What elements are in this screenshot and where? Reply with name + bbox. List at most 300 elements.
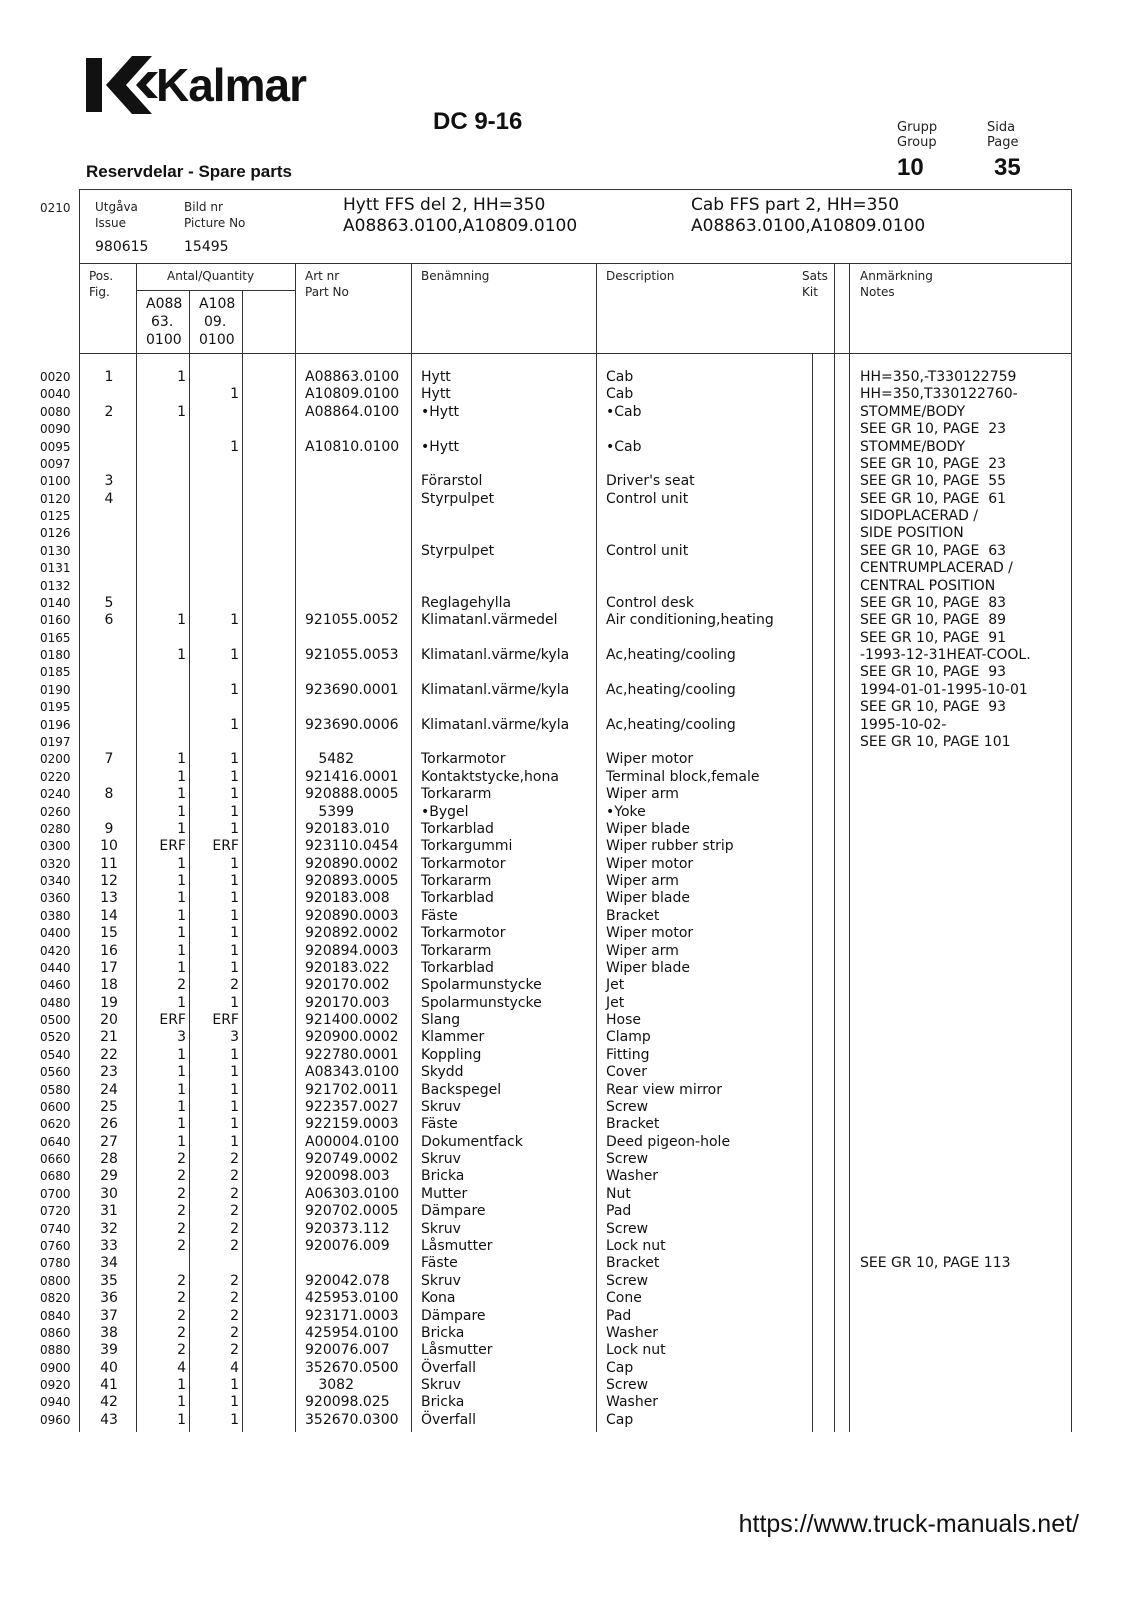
cell-desc: Wiper motor (606, 751, 694, 768)
cell-q2: 1 (230, 786, 239, 803)
cell-q2: 1 (230, 925, 239, 942)
cell-art: 922780.0001 (305, 1046, 399, 1063)
cell-q1: 2 (177, 1238, 186, 1254)
footer-url[interactable]: https://www.truck-manuals.net/ (738, 1510, 1079, 1538)
cell-desc: Control unit (606, 490, 689, 507)
cell-ben: Låsmutter (421, 1342, 493, 1359)
table-row (0, 559, 1131, 577)
cell-rn: 0580 (40, 1082, 71, 1097)
cell-pos: 24 (100, 1081, 118, 1098)
cell-rn: 0960 (40, 1412, 71, 1427)
cell-desc: Wiper arm (606, 786, 679, 803)
cell-ben: Styrpulpet (421, 490, 495, 507)
table-row (0, 837, 1131, 855)
cell-ben: Bricka (421, 1168, 465, 1185)
cell-ben: Fäste (421, 907, 458, 924)
page-number: 35 (994, 154, 1021, 181)
cell-ben: Spolarmunstycke (421, 977, 542, 994)
cell-q1: 2 (177, 1324, 186, 1341)
table-row (0, 1011, 1131, 1029)
cell-desc: Screw (606, 1151, 649, 1168)
table-row (0, 1133, 1131, 1151)
picture-label-sv: Bild nr (184, 200, 223, 214)
cell-q2: 1 (230, 942, 239, 959)
cell-art: A08863.0100 (305, 369, 400, 385)
cell-rn: 0300 (40, 839, 71, 854)
cell-rn: 0420 (40, 943, 71, 958)
cell-rn: 0165 (40, 630, 71, 645)
table-row (0, 924, 1131, 942)
cell-desc: Ac,heating/cooling (606, 716, 736, 733)
cell-q2: 1 (230, 716, 239, 733)
cell-note: SEE GR 10, PAGE 93 (860, 699, 1007, 716)
cell-note: 1995-10-02- (860, 716, 947, 733)
cell-rn: 0640 (40, 1134, 71, 1149)
cell-note: -1993-12-31HEAT-COOL. (860, 647, 1031, 664)
cell-pos: 17 (100, 959, 118, 976)
cell-note: STOMME/BODY (860, 438, 966, 455)
table-row (0, 681, 1131, 699)
cell-rn: 0560 (40, 1065, 71, 1080)
cell-art: 920373.112 (305, 1220, 390, 1237)
cell-q2: 1 (230, 994, 239, 1011)
cell-ben: Förarstol (421, 473, 483, 490)
cell-q2: ERF (212, 838, 239, 855)
qty-a-line1: A088 (146, 296, 183, 312)
cell-rn: 0185 (40, 665, 71, 680)
cell-art: A10809.0100 (305, 386, 400, 403)
cell-q1: 1 (177, 855, 186, 872)
cell-desc: Bracket (606, 1255, 660, 1272)
cell-rn: 0820 (40, 1291, 71, 1306)
table-row (0, 1063, 1131, 1081)
cell-art: 920183.022 (305, 959, 390, 976)
cell-q1: 1 (177, 907, 186, 924)
table-row (0, 872, 1131, 890)
cell-rn: 0080 (40, 404, 71, 419)
cell-q1: 1 (177, 873, 186, 890)
cell-q2: 1 (230, 1081, 239, 1098)
cell-rn: 0260 (40, 804, 71, 819)
col-anmarkning-label: Anmärkning (860, 269, 933, 283)
cell-ben: Skruv (421, 1098, 461, 1115)
table-row (0, 1341, 1131, 1359)
cell-art: 922159.0003 (305, 1116, 399, 1133)
cell-desc: Cone (606, 1290, 642, 1307)
cell-ben: Klimatanl.värme/kyla (421, 681, 570, 698)
cell-rn: 0040 (40, 387, 71, 402)
cell-q1: 1 (177, 925, 186, 942)
cell-ben: Torkarmotor (421, 751, 506, 768)
table-row (0, 1393, 1131, 1411)
cell-art: 920893.0005 (305, 873, 399, 890)
cell-pos: 37 (100, 1307, 118, 1324)
cell-art: 5399 (305, 803, 354, 820)
cell-q2: 1 (230, 1133, 239, 1150)
column-header-bottom-line (79, 353, 1072, 354)
cell-pos: 15 (100, 925, 118, 942)
cell-pos: 3 (104, 473, 114, 490)
cell-ben: •Bygel (421, 803, 469, 820)
cell-art: 920749.0002 (305, 1151, 399, 1168)
section-code: 0210 (40, 201, 71, 215)
cell-desc: Washer (606, 1168, 659, 1185)
cell-q1: 1 (177, 942, 186, 959)
cell-q2: 1 (230, 681, 239, 698)
cell-rn: 0480 (40, 995, 71, 1010)
cell-ben: Fäste (421, 1255, 458, 1272)
table-row (0, 1028, 1131, 1046)
section-title-sv: Hytt FFS del 2, HH=350 (343, 195, 546, 215)
cell-rn: 0130 (40, 543, 71, 558)
group-label-en: Group (897, 135, 937, 150)
cell-q1: 2 (177, 1307, 186, 1324)
cell-q1: 1 (177, 1098, 186, 1115)
cell-ben: Skydd (421, 1064, 464, 1081)
cell-q1: 1 (177, 612, 186, 629)
cell-q2: 2 (230, 1324, 239, 1341)
cell-note: SEE GR 10, PAGE 93 (860, 664, 1007, 681)
cell-desc: Washer (606, 1394, 659, 1411)
cell-ben: Fäste (421, 1116, 458, 1133)
cell-q2: 1 (230, 647, 239, 664)
table-row (0, 663, 1131, 681)
qty-b-line2: 09. (204, 314, 227, 330)
cell-rn: 0097 (40, 456, 71, 471)
table-row (0, 1115, 1131, 1133)
table-row (0, 368, 1131, 386)
cell-ben: Torkarblad (421, 820, 494, 837)
cell-q1: 2 (177, 1220, 186, 1237)
cell-rn: 0095 (40, 439, 71, 454)
table-row (0, 629, 1131, 647)
table-row (0, 385, 1131, 403)
cell-ben: Reglagehylla (421, 594, 512, 611)
cell-q1: 1 (177, 890, 186, 907)
cell-rn: 0740 (40, 1221, 71, 1236)
issue-label-en: Issue (95, 216, 127, 230)
cell-rn: 0196 (40, 717, 71, 732)
kalmar-logo (86, 54, 346, 116)
cell-q2: 2 (230, 1185, 239, 1202)
cell-rn: 0400 (40, 926, 71, 941)
cell-q1: 2 (177, 1168, 186, 1185)
cell-note: SEE GR 10, PAGE 113 (860, 1255, 1011, 1272)
cell-ben: Överfall (421, 1411, 476, 1428)
cell-art: A10810.0100 (305, 438, 400, 455)
table-row (0, 577, 1131, 595)
cell-art: 921416.0001 (305, 768, 399, 785)
qty-a-line3: 0100 (146, 332, 182, 348)
cell-desc: Control desk (606, 594, 694, 611)
cell-q1: 1 (177, 647, 186, 664)
cell-art: A08864.0100 (305, 403, 400, 420)
table-row (0, 750, 1131, 768)
table-row (0, 438, 1131, 456)
table-row (0, 472, 1131, 490)
table-row (0, 1220, 1131, 1238)
cell-pos: 36 (100, 1290, 118, 1307)
table-row (0, 994, 1131, 1012)
cell-pos: 43 (100, 1411, 118, 1428)
cell-q1: 1 (177, 1081, 186, 1098)
cell-desc: Pad (606, 1307, 632, 1324)
table-row (0, 490, 1131, 508)
cell-desc: •Cab (606, 403, 642, 420)
table-row (0, 1167, 1131, 1185)
cell-art: 352670.0500 (305, 1359, 399, 1376)
cell-art: 920183.008 (305, 890, 390, 907)
cell-desc: Lock nut (606, 1342, 666, 1359)
cell-pos: 21 (100, 1029, 118, 1046)
cell-rn: 0190 (40, 682, 71, 697)
cell-q1: 1 (177, 1133, 186, 1150)
cell-note: CENTRAL POSITION (860, 577, 996, 594)
cell-art: 920183.010 (305, 820, 390, 837)
cell-q2: 1 (230, 1394, 239, 1411)
cell-art: 923690.0006 (305, 716, 399, 733)
cell-rn: 0500 (40, 1013, 71, 1028)
cell-ben: Hytt (421, 386, 451, 403)
cell-pos: 11 (100, 855, 118, 872)
cell-desc: Ac,heating/cooling (606, 681, 736, 698)
cell-pos: 10 (100, 838, 118, 855)
cell-desc: Wiper rubber strip (606, 838, 734, 855)
cell-desc: Rear view mirror (606, 1081, 722, 1098)
page-label-en: Page (987, 135, 1019, 150)
header-divider-line (79, 263, 1072, 264)
cell-ben: Slang (421, 1012, 461, 1029)
col-qty-label: Antal/Quantity (167, 269, 255, 283)
cell-desc: Air conditioning,heating (606, 612, 774, 629)
cell-pos: 2 (104, 403, 114, 420)
cell-ben: Låsmutter (421, 1238, 493, 1254)
cell-ben: Torkargummi (421, 838, 513, 855)
col-partno-label: Part No (305, 285, 349, 299)
cell-art: 920076.007 (305, 1342, 390, 1359)
cell-desc: Cap (606, 1411, 634, 1428)
col-sats-label: Sats (802, 269, 828, 283)
cell-ben: •Hytt (421, 403, 460, 420)
cell-art: A06303.0100 (305, 1185, 400, 1202)
section-numbers-en: A08863.0100,A10809.0100 (691, 216, 926, 236)
qty-b-line3: 0100 (199, 332, 235, 348)
cell-desc: Lock nut (606, 1238, 666, 1254)
cell-q2: 1 (230, 1064, 239, 1081)
cell-desc: Driver's seat (606, 473, 695, 490)
cell-q1: 2 (177, 1342, 186, 1359)
section-numbers-sv: A08863.0100,A10809.0100 (343, 216, 578, 236)
group-number: 10 (897, 154, 924, 181)
cell-q1: 2 (177, 977, 186, 994)
cell-q1: 1 (177, 1411, 186, 1428)
issue-label-sv: Utgåva (95, 200, 138, 214)
cell-note: HH=350,-T330122759 (860, 369, 1017, 385)
cell-ben: Skruv (421, 1220, 461, 1237)
cell-q1: 1 (177, 994, 186, 1011)
cell-q1: 1 (177, 751, 186, 768)
cell-pos: 41 (100, 1377, 118, 1394)
table-row (0, 646, 1131, 664)
table-row (0, 820, 1131, 838)
cell-rn: 0600 (40, 1099, 71, 1114)
model-title: DC 9-16 (433, 108, 523, 135)
cell-ben: Dämpare (421, 1307, 486, 1324)
cell-q1: 1 (177, 786, 186, 803)
cell-pos: 9 (104, 820, 114, 837)
page-label-sv: Sida (987, 120, 1016, 135)
cell-note: CENTRUMPLACERAD / (860, 560, 1013, 577)
col-fig-label: Fig. (89, 285, 110, 299)
cell-art: 923171.0003 (305, 1307, 399, 1324)
cell-ben: Kontaktstycke,hona (421, 768, 559, 785)
cell-q2: 1 (230, 751, 239, 768)
cell-pos: 32 (100, 1220, 118, 1237)
cell-desc: Wiper blade (606, 959, 690, 976)
cell-desc: Cap (606, 1359, 634, 1376)
qty-b-line1: A108 (199, 296, 236, 312)
cell-rn: 0100 (40, 474, 71, 489)
cell-rn: 0760 (40, 1239, 71, 1253)
cell-ben: Torkarblad (421, 959, 494, 976)
cell-q2: 1 (230, 873, 239, 890)
cell-ben: Torkarmotor (421, 925, 506, 942)
cell-pos: 39 (100, 1342, 118, 1359)
cell-rn: 0720 (40, 1204, 71, 1219)
cell-rn: 0280 (40, 821, 71, 836)
table-row (0, 959, 1131, 977)
table-row (0, 403, 1131, 421)
cell-ben: Torkararm (421, 942, 492, 959)
table-row (0, 889, 1131, 907)
cell-ben: Skruv (421, 1151, 461, 1168)
cell-desc: Screw (606, 1220, 649, 1237)
cell-q1: 1 (177, 1064, 186, 1081)
cell-art: 920894.0003 (305, 942, 399, 959)
cell-art: 352670.0300 (305, 1411, 399, 1428)
cell-rn: 0460 (40, 978, 71, 993)
cell-note: 1994-01-01-1995-10-01 (860, 681, 1028, 698)
cell-rn: 0680 (40, 1169, 71, 1184)
section-title-en: Cab FFS part 2, HH=350 (691, 195, 900, 215)
cell-pos: 28 (100, 1151, 118, 1168)
cell-art: 920900.0002 (305, 1029, 399, 1046)
cell-art: 920098.025 (305, 1394, 390, 1411)
cell-ben: •Hytt (421, 438, 460, 455)
cell-q2: 1 (230, 803, 239, 820)
cell-pos: 8 (104, 786, 114, 803)
col-benamning-label: Benämning (421, 269, 490, 283)
cell-q1: 1 (177, 768, 186, 785)
col-art-label: Art nr (305, 269, 340, 283)
cell-ben: Skruv (421, 1272, 461, 1289)
cell-pos: 34 (100, 1255, 118, 1272)
cell-desc: Wiper blade (606, 890, 690, 907)
cell-art: 920702.0005 (305, 1203, 399, 1220)
cell-note: SEE GR 10, PAGE 91 (860, 629, 1007, 646)
col-qty-b-header (199, 295, 235, 349)
col-kit-label: Kit (802, 285, 818, 299)
table-row (0, 785, 1131, 803)
cell-rn: 0860 (40, 1325, 71, 1340)
cell-desc: Wiper arm (606, 942, 679, 959)
table-row (0, 907, 1131, 925)
cell-pos: 5 (104, 594, 114, 611)
issue-value: 980615 (95, 239, 149, 255)
cell-art: 3082 (305, 1377, 354, 1394)
cell-ben: Backspegel (421, 1081, 502, 1098)
cell-q2: 1 (230, 820, 239, 837)
cell-pos: 42 (100, 1394, 118, 1411)
cell-q2: 4 (230, 1359, 239, 1376)
cell-rn: 0900 (40, 1360, 71, 1375)
group-label-sv: Grupp (897, 120, 938, 135)
picture-label-en: Picture No (184, 216, 246, 230)
cell-art: 921400.0002 (305, 1012, 399, 1029)
cell-rn: 0197 (40, 734, 71, 749)
table-row (0, 1237, 1131, 1255)
cell-art: 921702.0011 (305, 1081, 399, 1098)
cell-q1: 1 (177, 369, 186, 385)
cell-rn: 0340 (40, 874, 71, 889)
cell-q2: 1 (230, 438, 239, 455)
cell-q2: 1 (230, 907, 239, 924)
cell-rn: 0240 (40, 787, 71, 802)
cell-q2: 1 (230, 1116, 239, 1133)
cell-art: 921055.0052 (305, 612, 399, 629)
cell-rn: 0160 (40, 613, 71, 628)
table-row (0, 855, 1131, 873)
cell-art: 922357.0027 (305, 1098, 399, 1115)
cell-q1: 1 (177, 820, 186, 837)
table-row (0, 1254, 1131, 1272)
cell-note: SIDE POSITION (860, 525, 964, 542)
cell-q2: 1 (230, 768, 239, 785)
table-row (0, 1376, 1131, 1394)
cell-q1: 1 (177, 1116, 186, 1133)
cell-q1: 1 (177, 1377, 186, 1394)
cell-ben: Kona (421, 1290, 456, 1307)
table-row (0, 768, 1131, 786)
cell-desc: Deed pigeon-hole (606, 1133, 731, 1150)
table-row (0, 716, 1131, 734)
cell-q1: 4 (177, 1359, 186, 1376)
cell-rn: 0940 (40, 1395, 71, 1410)
cell-desc: •Cab (606, 438, 642, 455)
table-row (0, 420, 1131, 438)
cell-rn: 0520 (40, 1030, 71, 1045)
cell-rn: 0620 (40, 1117, 71, 1132)
cell-pos: 38 (100, 1324, 118, 1341)
cell-ben: Styrpulpet (421, 542, 495, 559)
cell-ben: Klimatanl.värme/kyla (421, 647, 570, 664)
cell-pos: 4 (104, 490, 114, 507)
cell-desc: Screw (606, 1272, 649, 1289)
col-qty-a-header (146, 295, 182, 349)
kalmar-logo-text: Kalmar (156, 59, 306, 111)
cell-desc: Cover (606, 1064, 647, 1081)
cell-pos: 6 (104, 612, 114, 629)
cell-ben: Torkarblad (421, 890, 494, 907)
cell-art: 5482 (305, 751, 354, 768)
cell-q1: ERF (159, 1012, 186, 1029)
cell-q2: 1 (230, 386, 239, 403)
cell-rn: 0320 (40, 856, 71, 871)
cell-q2: 1 (230, 959, 239, 976)
cell-q2: 2 (230, 1342, 239, 1359)
cell-pos: 14 (100, 907, 118, 924)
cell-ben: Dokumentfack (421, 1133, 523, 1150)
